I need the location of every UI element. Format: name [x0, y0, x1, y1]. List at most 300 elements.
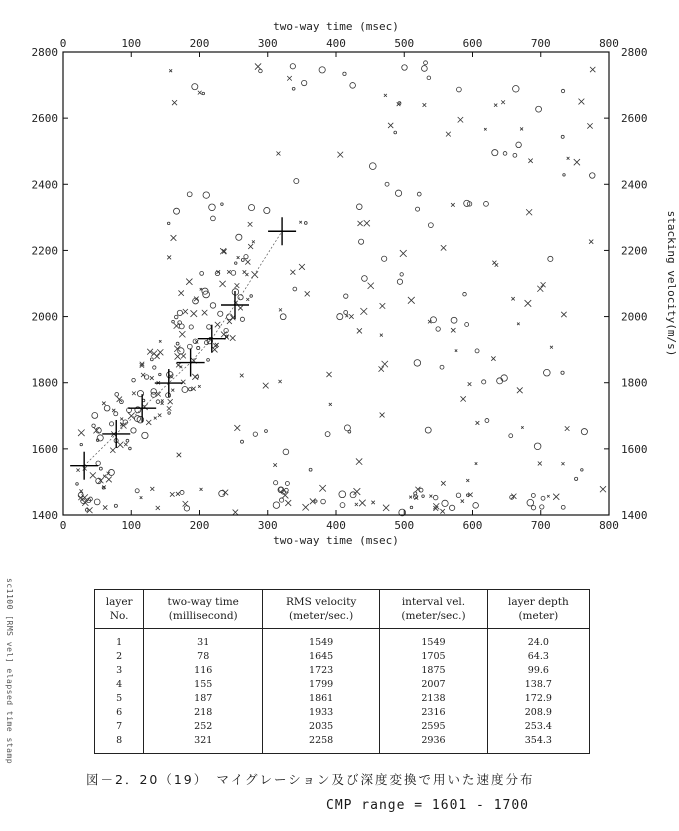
scatter-x-marker	[429, 495, 432, 498]
scatter-x-marker	[299, 221, 302, 224]
scatter-o-marker	[464, 200, 470, 206]
scatter-o-marker	[135, 489, 139, 493]
cell-layer-depth: 354.3	[487, 733, 589, 754]
scatter-o-marker	[187, 192, 192, 197]
table-row	[95, 677, 590, 691]
scatter-x-marker	[475, 462, 478, 465]
cell-interval-vel: 1549	[380, 629, 488, 650]
scatter-x-marker	[90, 472, 96, 478]
table-row	[95, 705, 590, 719]
scatter-x-marker	[168, 399, 173, 404]
scatter-x-marker	[276, 152, 280, 156]
scatter-o-marker	[442, 500, 448, 506]
x-tick-label-top: 0	[59, 37, 67, 50]
y-tick-label-left: 2800	[31, 46, 58, 59]
scatter-x-marker	[87, 507, 93, 513]
scatter-o-marker	[427, 76, 431, 80]
scatter-x-marker	[384, 94, 387, 97]
scatter-x-marker	[550, 346, 553, 349]
scatter-x-marker	[106, 477, 112, 483]
cell-rms-velocity: 1723	[263, 663, 380, 677]
scatter-x-marker	[423, 103, 427, 107]
scatter-o-marker	[231, 271, 236, 276]
scatter-x-marker	[192, 374, 198, 380]
y-tick-label-left: 1400	[31, 509, 58, 522]
scatter-o-marker	[156, 400, 160, 404]
scatter-o-marker	[174, 208, 180, 214]
scatter-o-marker	[114, 504, 117, 507]
scatter-o-marker	[280, 314, 286, 320]
scatter-o-marker	[482, 380, 486, 384]
scatter-x-marker	[466, 479, 469, 482]
scatter-x-marker	[103, 505, 107, 509]
cell-layer-no: 8	[95, 733, 144, 754]
scatter-x-marker	[158, 414, 161, 417]
scatter-x-marker	[120, 417, 123, 420]
scatter-x-marker	[460, 396, 465, 401]
scatter-o-marker	[159, 373, 161, 375]
header-interval-vel: interval vel. (meter/sec.)	[380, 590, 488, 629]
scatter-x-marker	[124, 443, 127, 446]
scatter-o-marker	[497, 378, 503, 384]
velocity-pick-cross	[177, 349, 205, 377]
scatter-x-marker	[174, 323, 180, 329]
table-row	[95, 691, 590, 705]
scatter-o-marker	[172, 320, 175, 323]
scatter-o-marker	[264, 207, 270, 213]
scatter-o-marker	[210, 303, 216, 309]
scatter-o-marker	[394, 131, 397, 134]
scatter-x-marker	[234, 425, 240, 431]
scatter-o-marker	[192, 84, 198, 90]
scatter-o-marker	[561, 505, 565, 509]
scatter-x-marker	[200, 488, 203, 491]
scatter-o-marker	[292, 87, 295, 90]
cell-layer-depth: 24.0	[487, 629, 589, 650]
scatter-x-marker	[132, 391, 136, 395]
scatter-o-marker	[189, 325, 193, 329]
scatter-o-marker	[343, 72, 346, 75]
scatter-o-marker	[492, 150, 498, 156]
scatter-x-marker	[150, 376, 154, 380]
scatter-o-marker	[207, 358, 210, 361]
cell-interval-vel: 2595	[380, 719, 488, 733]
scatter-x-marker	[355, 503, 358, 506]
scatter-x-marker	[167, 255, 171, 259]
scatter-x-marker	[170, 492, 175, 497]
scatter-o-marker	[202, 92, 205, 95]
header-layer-depth: layer depth (meter)	[487, 590, 589, 629]
y-tick-label-right: 1600	[621, 442, 648, 456]
scatter-x-marker	[495, 263, 499, 267]
x-tick-label-bottom: 500	[394, 519, 415, 532]
scatter-x-marker	[380, 334, 383, 337]
scatter-o-marker	[548, 256, 553, 261]
scatter-x-marker	[451, 328, 455, 332]
scatter-o-marker	[513, 86, 520, 93]
scatter-x-marker	[451, 203, 455, 207]
scatter-o-marker	[290, 64, 295, 69]
scatter-o-marker	[279, 498, 283, 502]
scatter-x-marker	[178, 290, 183, 295]
scatter-x-marker	[76, 469, 79, 472]
scatter-x-marker	[176, 363, 181, 368]
figure-caption: 図－2．20（19） マイグレーション及び深度変換で用いた速度分布	[86, 772, 535, 787]
x-tick-label-top: 200	[189, 37, 210, 50]
scatter-x-marker	[578, 99, 584, 105]
scatter-o-marker	[244, 254, 248, 258]
scatter-o-marker	[76, 483, 79, 486]
cell-layer-no: 4	[95, 677, 144, 691]
scatter-x-marker	[440, 509, 444, 513]
scatter-x-marker	[167, 406, 172, 411]
cell-rms-velocity: 2035	[263, 719, 380, 733]
scatter-x-marker	[255, 63, 261, 69]
scatter-x-marker	[364, 220, 370, 226]
scatter-x-marker	[154, 417, 157, 420]
scatter-o-marker	[304, 222, 307, 225]
scatter-o-marker	[503, 152, 507, 156]
scatter-o-marker	[544, 369, 551, 376]
table-row	[95, 733, 590, 754]
scatter-o-marker	[200, 272, 204, 276]
y-tick-label-left: 2600	[31, 112, 58, 126]
scatter-o-marker	[414, 360, 421, 367]
scatter-x-marker	[441, 481, 445, 485]
scatter-o-marker	[153, 366, 156, 369]
y-tick-label-left: 2200	[31, 244, 58, 258]
cell-two-way-time: 116	[144, 663, 263, 677]
scatter-x-marker	[78, 429, 85, 436]
scatter-o-marker	[197, 346, 200, 349]
scatter-x-marker	[537, 286, 543, 292]
scatter-o-marker	[581, 469, 583, 471]
scatter-x-marker	[525, 300, 532, 307]
scatter-o-marker	[180, 490, 184, 494]
scatter-x-marker	[358, 221, 363, 226]
scatter-x-marker	[238, 306, 243, 311]
scatter-x-marker	[278, 380, 281, 383]
scatter-o-marker	[204, 341, 208, 345]
scatter-x-marker	[215, 322, 220, 327]
cell-interval-vel: 1705	[380, 649, 488, 663]
scatter-x-marker	[159, 340, 161, 342]
scatter-o-marker	[182, 387, 188, 393]
scatter-o-marker	[294, 178, 299, 183]
cell-two-way-time: 252	[144, 719, 263, 733]
scatter-x-marker	[494, 104, 497, 107]
scatter-o-marker	[167, 222, 170, 225]
scatter-x-marker	[212, 347, 218, 353]
scatter-x-marker	[329, 403, 332, 406]
cell-rms-velocity: 1549	[263, 629, 380, 650]
scatter-o-marker	[531, 493, 535, 497]
scatter-x-marker	[302, 504, 308, 510]
scatter-o-marker	[92, 413, 98, 419]
scatter-x-marker	[600, 486, 606, 492]
scatter-x-marker	[186, 279, 192, 285]
scatter-x-marker	[383, 505, 389, 511]
scatter-o-marker	[184, 506, 189, 511]
scatter-o-marker	[235, 262, 237, 264]
cell-two-way-time: 321	[144, 733, 263, 754]
scatter-x-marker	[319, 485, 326, 492]
scatter-o-marker	[240, 317, 244, 321]
scatter-o-marker	[211, 216, 216, 221]
scatter-o-marker	[436, 327, 440, 331]
scatter-o-marker	[319, 67, 325, 73]
scatter-o-marker	[540, 505, 544, 509]
y-tick-label-right: 2200	[621, 244, 648, 258]
y-axis-label-right: stacking velocity(m/s)	[665, 210, 678, 357]
scatter-x-marker	[468, 382, 472, 386]
scatter-x-marker	[215, 343, 219, 347]
x-tick-label-bottom: 0	[59, 519, 67, 532]
scatter-o-marker	[150, 358, 153, 361]
scatter-o-marker	[541, 496, 545, 500]
scatter-x-marker	[227, 270, 231, 274]
axis-ticks	[32, 37, 648, 532]
cell-interval-vel: 2007	[380, 677, 488, 691]
scatter-o-marker	[400, 273, 403, 276]
scatter-o-marker	[109, 422, 113, 426]
table-row	[95, 663, 590, 677]
scatter-x-marker	[520, 127, 523, 130]
scatter-x-marker	[235, 283, 240, 288]
cell-layer-no: 2	[95, 649, 144, 663]
scatter-o-marker	[385, 182, 389, 186]
scatter-o-marker	[344, 294, 348, 298]
x-tick-label-top: 700	[530, 37, 551, 50]
scatter-x-marker	[409, 496, 412, 499]
scatter-x-marker	[102, 402, 105, 405]
header-layer-no: layer No.	[95, 590, 144, 629]
scatter-x-marker	[517, 387, 523, 393]
scatter-x-marker	[285, 500, 291, 506]
scatter-o-marker	[395, 190, 401, 196]
scatter-o-marker	[274, 481, 278, 485]
scatter-x-marker	[248, 244, 253, 249]
scatter-x-marker	[337, 152, 343, 158]
scatter-x-marker	[150, 487, 154, 491]
cell-layer-depth: 172.9	[487, 691, 589, 705]
scatter-o-marker	[250, 295, 253, 298]
scatter-o-marker	[465, 323, 469, 327]
scatter-x-marker	[380, 413, 385, 418]
scatter-o-marker	[428, 223, 433, 228]
scatter-o-marker	[422, 495, 425, 498]
x-tick-label-top: 800	[599, 37, 619, 50]
scatter-x-marker	[299, 264, 305, 270]
scatter-x-marker	[220, 248, 226, 254]
scatter-x-marker	[553, 494, 559, 500]
x-tick-label-bottom: 300	[257, 519, 278, 532]
table-row	[95, 649, 590, 663]
scatter-o-marker	[425, 427, 431, 433]
scatter-x-marker	[368, 283, 374, 289]
scatter-x-marker	[248, 222, 253, 227]
scatter-o-marker	[85, 509, 88, 512]
velocity-pick-cross	[128, 394, 156, 422]
scatter-x-marker	[461, 499, 464, 502]
scatter-x-marker	[273, 463, 277, 467]
scatter-o-marker	[531, 506, 535, 510]
scatter-x-marker	[356, 458, 362, 464]
scatter-o-marker	[337, 314, 343, 320]
scatter-o-marker	[114, 412, 118, 416]
scatter-x-marker	[521, 426, 523, 428]
scatter-x-marker	[561, 312, 566, 317]
scatter-o-marker	[344, 311, 348, 315]
scatter-o-marker	[536, 106, 542, 112]
scatter-x-marker	[360, 308, 367, 315]
scatter-o-marker	[94, 499, 100, 505]
table-header-row	[95, 590, 590, 629]
scatter-o-marker	[273, 502, 280, 509]
scatter-x-marker	[441, 245, 446, 250]
cmp-range: CMP range = 1601 - 1700	[326, 798, 530, 813]
scatter-x-marker	[517, 323, 520, 326]
scatter-o-marker	[561, 89, 564, 92]
cell-two-way-time: 187	[144, 691, 263, 705]
scatter-x-marker	[191, 310, 198, 317]
scatter-o-marker	[466, 494, 468, 496]
scatter-x-marker	[192, 387, 196, 391]
scatter-x-marker	[353, 488, 360, 495]
scatter-o-marker	[340, 503, 345, 508]
scatter-x-marker	[198, 385, 201, 388]
scatter-x-marker	[326, 372, 331, 377]
scatter-o-marker	[285, 481, 289, 485]
cell-rms-velocity: 1861	[263, 691, 380, 705]
scatter-x-marker	[455, 349, 457, 351]
scatter-x-marker	[476, 421, 480, 425]
scatter-x-marker	[171, 389, 174, 392]
scatter-o-marker	[241, 259, 244, 262]
scatter-o-marker	[151, 389, 157, 395]
scatter-o-marker	[527, 499, 534, 506]
x-axis-label-bottom: two-way time (msec)	[273, 534, 399, 547]
scatter-x-marker	[565, 426, 570, 431]
table-body	[95, 629, 590, 754]
scatter-x-marker	[501, 100, 505, 104]
scatter-x-marker	[458, 117, 463, 122]
scatter-o-marker	[457, 87, 462, 92]
x-tick-label-bottom: 600	[462, 519, 483, 532]
y-tick-label-left: 1800	[31, 376, 58, 390]
scatter-x-marker	[219, 281, 225, 287]
scatter-o-marker	[430, 317, 436, 323]
cell-layer-depth: 138.7	[487, 677, 589, 691]
scatter-x-marker	[380, 303, 386, 309]
scatter-x-marker	[177, 453, 182, 458]
cell-two-way-time: 155	[144, 677, 263, 691]
scatter-x-marker	[176, 492, 180, 496]
cell-interval-vel: 1875	[380, 663, 488, 677]
scatter-x-marker	[371, 501, 374, 504]
scatter-o-marker	[99, 467, 102, 470]
scatter-o-marker	[561, 371, 564, 374]
cell-two-way-time: 218	[144, 705, 263, 719]
scatter-x-marker	[198, 91, 202, 95]
y-tick-label-right: 2400	[621, 178, 648, 192]
scatter-x-marker	[589, 240, 593, 244]
x-tick-label-top: 400	[326, 37, 346, 50]
x-tick-label-bottom: 100	[121, 519, 142, 532]
cell-layer-depth: 64.3	[487, 649, 589, 663]
scatter-x-marker	[171, 235, 177, 241]
scatter-o-marker	[513, 153, 517, 157]
scatter-x-marker	[161, 399, 164, 402]
scatter-x-marker	[408, 297, 415, 304]
x-tick-label-bottom: 700	[530, 519, 551, 532]
scatter-x-marker	[169, 69, 172, 72]
scatter-o-marker	[575, 477, 578, 480]
scatter-x-marker	[110, 448, 115, 453]
scatter-o-marker	[207, 325, 212, 330]
y-tick-label-left: 2400	[31, 178, 58, 192]
y-tick-label-right: 1800	[621, 376, 648, 390]
scatter-o-marker	[590, 173, 596, 179]
scatter-o-marker	[402, 65, 407, 70]
side-stamp-text: sc1100 [RMS vel] elapsed time stamp	[5, 578, 14, 765]
scatter-o-marker	[516, 142, 522, 148]
scatter-o-marker	[259, 69, 263, 73]
scatter-o-marker	[501, 375, 507, 381]
scatter-x-marker	[446, 132, 451, 137]
scatter-o-marker	[321, 499, 326, 504]
scatter-o-marker	[179, 324, 184, 329]
header-rms-velocity: RMS velocity (meter/sec.)	[263, 590, 380, 629]
scatter-o-marker	[563, 174, 565, 176]
scatter-o-marker	[362, 276, 368, 282]
x-tick-label-top: 500	[394, 37, 415, 50]
cell-rms-velocity: 1799	[263, 677, 380, 691]
header-two-way-time: two-way time (millisecond)	[144, 590, 263, 629]
scatter-o-marker	[129, 447, 132, 450]
y-tick-label-right: 2800	[621, 46, 648, 59]
scatter-x-marker	[154, 354, 159, 359]
scatter-o-marker	[265, 430, 268, 433]
scatter-x-marker	[359, 500, 366, 507]
cell-interval-vel: 2936	[380, 733, 488, 754]
scatter-x-marker	[161, 402, 164, 405]
scatter-x-marker	[287, 76, 292, 81]
scatter-o-marker	[382, 256, 387, 261]
scatter-o-marker	[187, 344, 192, 349]
scatter-o-marker	[97, 435, 103, 441]
scatter-x-marker	[245, 259, 250, 264]
scatter-x-marker	[345, 314, 348, 317]
velocity-pick-cross	[268, 217, 296, 245]
scatter-x-marker	[175, 353, 181, 359]
scatter-o-marker	[126, 439, 129, 442]
scatter-x-marker	[491, 356, 495, 360]
x-tick-label-bottom: 400	[326, 519, 346, 532]
cell-layer-no: 5	[95, 691, 144, 705]
scatter-x-marker	[202, 310, 208, 316]
scatter-o-marker	[350, 492, 356, 498]
scatter-o-marker	[369, 163, 376, 170]
scatter-x-marker	[528, 159, 532, 163]
scatter-x-marker	[237, 256, 240, 259]
scatter-x-marker	[590, 67, 595, 72]
table-row	[95, 719, 590, 733]
scatter-o-marker	[449, 505, 454, 510]
scatter-o-marker	[283, 449, 289, 455]
scatter-x-marker	[357, 328, 362, 333]
scatter-o-marker	[176, 342, 179, 345]
